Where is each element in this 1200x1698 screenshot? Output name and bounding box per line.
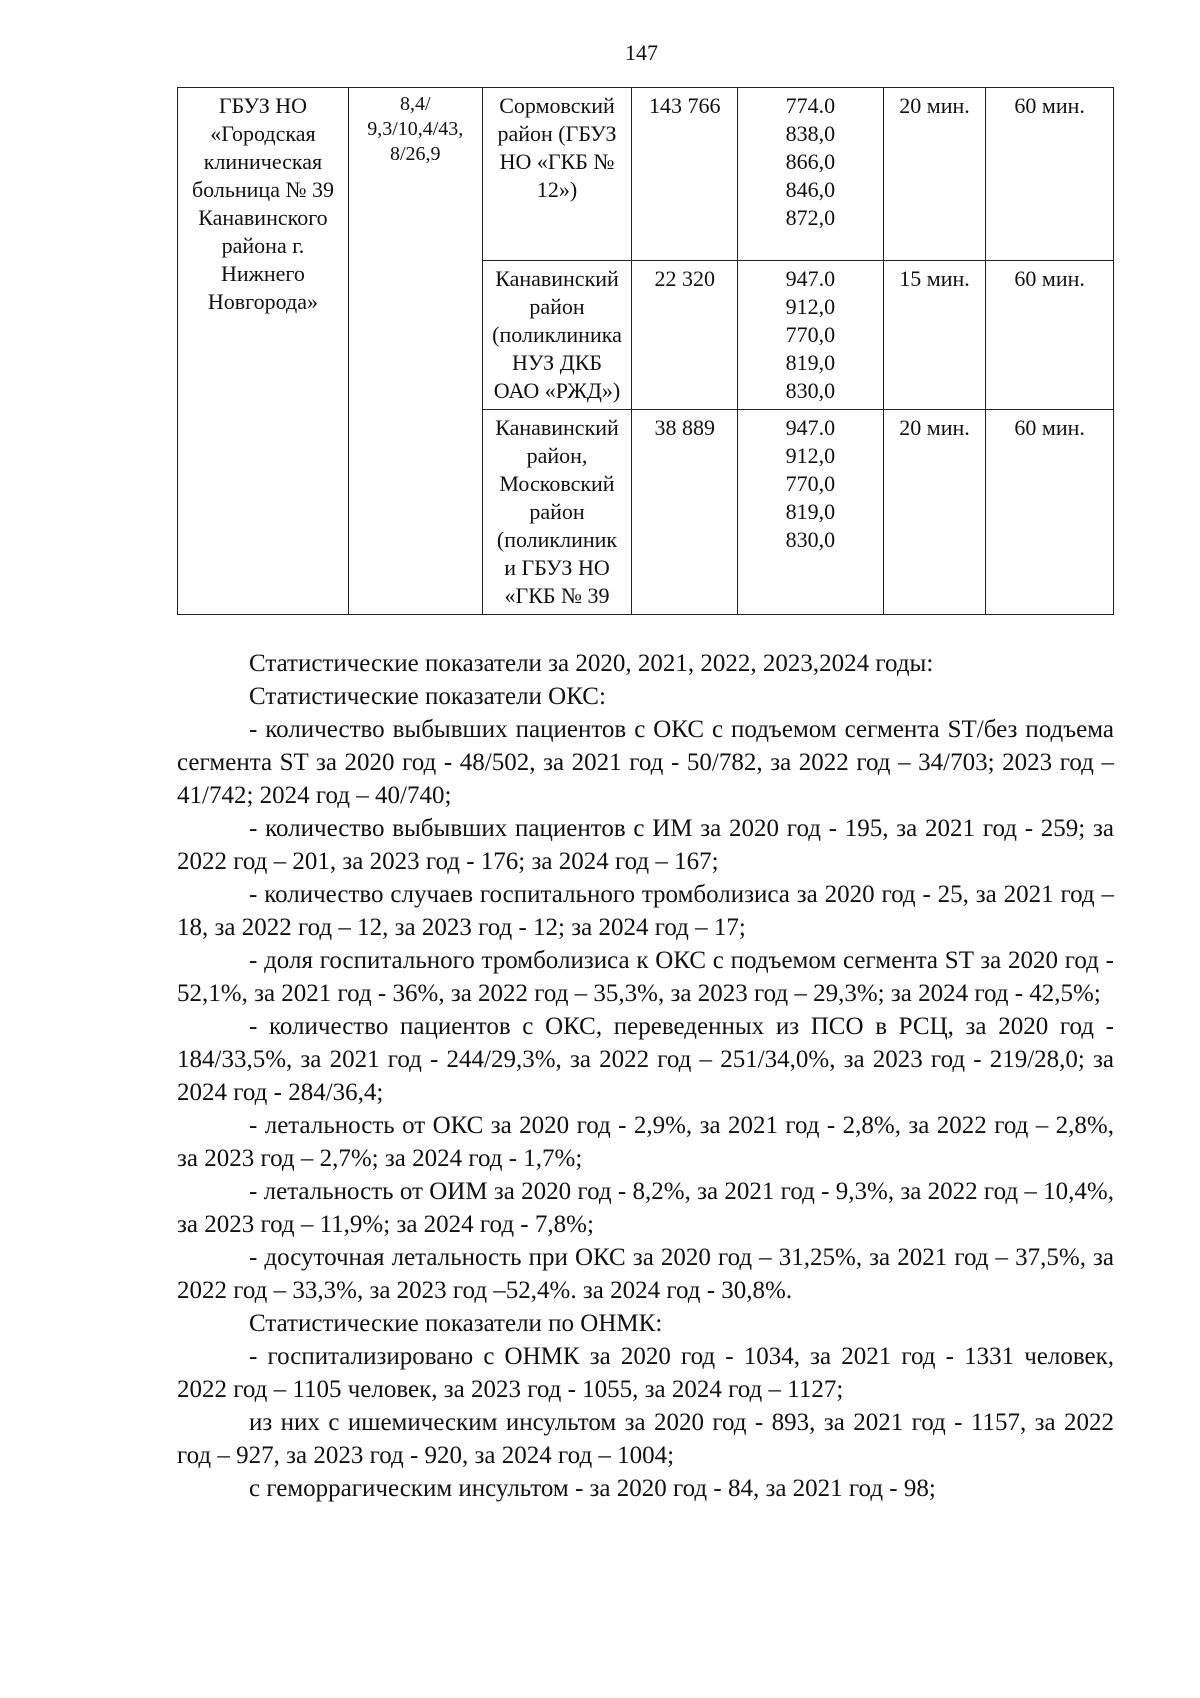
value-line: 872,0 <box>785 205 836 230</box>
district-cell <box>482 88 632 261</box>
district-line: ОАО «РЖД») <box>493 378 621 403</box>
paragraph: - доля госпитального тромболизиса к ОКС с подъемом сегмента ST за 2020 год - 52,1%, за 2021 год - 36%, за 2022 год – 35,3%, за 2023 год – 29,3%; за 2024 год - 42,5%; <box>177 947 1114 1007</box>
paragraph: с геморрагическим инсультом - за 2020 год - 84, за 2021 год - 98; <box>249 1475 936 1502</box>
district-line: (поликлиник <box>496 527 618 552</box>
institution-line: клиническая <box>203 149 323 174</box>
statistics-text <box>177 647 1114 1505</box>
value-line: 912,0 <box>785 294 836 319</box>
indicator-line: 8,4/ <box>399 93 431 115</box>
value-line: 912,0 <box>785 443 836 468</box>
paragraph: Статистические показатели по ОНМК: <box>249 1310 663 1337</box>
value-line: 866,0 <box>785 149 836 174</box>
district-line: Сормовский <box>499 93 615 118</box>
time1-cell: 15 мин. <box>883 261 986 410</box>
district-line: Московский <box>499 471 615 496</box>
value-line: 819,0 <box>785 350 836 375</box>
value-line: 770,0 <box>785 322 836 347</box>
district-line: район, <box>526 443 588 468</box>
district-cell <box>482 261 632 410</box>
values-cell <box>737 410 883 615</box>
district-line: район <box>529 499 585 524</box>
indicator-line: 9,3/10,4/43, <box>367 118 464 140</box>
institution-line: Канавинского <box>198 205 328 230</box>
value-line: 947.0 <box>785 266 836 291</box>
district-line: НО «ГКБ № <box>499 149 615 174</box>
indicator-line: 8/26,9 <box>389 143 441 165</box>
district-line: район (ГБУЗ <box>497 121 617 146</box>
value-line: 830,0 <box>785 527 836 552</box>
district-line: НУЗ ДКБ <box>512 350 603 375</box>
district-cell <box>482 410 632 615</box>
paragraph: - летальность от ОИМ за 2020 год - 8,2%, за 2021 год - 9,3%, за 2022 год – 10,4%, за 2023 год – 11,9%; за 2024 год - 7,8%; <box>177 1178 1114 1238</box>
district-line: 12») <box>536 177 578 202</box>
population-cell: 38 889 <box>632 410 738 615</box>
time1-cell: 20 мин. <box>883 88 986 261</box>
values-cell <box>737 88 883 261</box>
population-cell: 22 320 <box>632 261 738 410</box>
value-line: 819,0 <box>785 499 836 524</box>
indicator-cell <box>348 88 482 615</box>
paragraph: - количество случаев госпитального тромболизиса за 2020 год - 25, за 2021 год – 18, за 2022 год – 12, за 2023 год - 12; за 2024 год – 17; <box>177 881 1114 941</box>
district-line: Канавинский <box>495 415 619 440</box>
paragraph: - летальность от ОКС за 2020 год - 2,9%, за 2021 год - 2,8%, за 2022 год – 2,8%, за 2023 год – 2,7%; за 2024 год - 1,7%; <box>177 1112 1114 1172</box>
institution-line: Новгорода» <box>207 289 318 314</box>
values-cell <box>737 261 883 410</box>
district-line: (поликлиника <box>492 322 622 347</box>
value-line: 770,0 <box>785 471 836 496</box>
value-line: 838,0 <box>785 121 836 146</box>
value-line: 830,0 <box>785 378 836 403</box>
paragraph: - госпитализировано с ОНМК за 2020 год - 1034, за 2021 год - 1331 человек, 2022 год – 1105 человек, за 2023 год - 1055, за 2024 год – 1127; <box>177 1343 1114 1403</box>
population-cell: 143 766 <box>632 88 738 261</box>
time2-cell: 60 мин. <box>986 261 1114 410</box>
institution-line: района г. <box>221 233 305 258</box>
paragraph: - досуточная летальность при ОКС за 2020 год – 31,25%, за 2021 год – 37,5%, за 2022 год – 33,3%, за 2023 год –52,4%. за 2024 год - 30,8%. <box>177 1244 1114 1304</box>
table-row <box>178 88 1114 261</box>
district-line: и ГБУЗ НО <box>504 555 610 580</box>
paragraph: - количество выбывших пациентов с ИМ за 2020 год - 195, за 2021 год - 259; за 2022 год – 201, за 2023 год - 176; за 2024 год – 167; <box>177 815 1114 875</box>
district-line: «ГКБ № 39 <box>504 583 610 608</box>
value-line: 846,0 <box>785 177 836 202</box>
time2-cell: 60 мин. <box>986 410 1114 615</box>
hospital-table <box>177 87 1114 615</box>
paragraph: Статистические показатели за 2020, 2021, 2022, 2023,2024 годы: <box>249 650 934 677</box>
time2-cell: 60 мин. <box>986 88 1114 261</box>
value-line: 774.0 <box>785 93 836 118</box>
district-line: район <box>529 294 585 319</box>
value-line: 947.0 <box>785 415 836 440</box>
institution-line: Нижнего <box>221 261 305 286</box>
institution-line: «Городская <box>210 121 316 146</box>
paragraph: - количество выбывших пациентов с ОКС с подъемом сегмента ST/без подъема сегмента ST за 2020 год - 48/502, за 2021 год - 50/782, за 2022 год – 34/703; 2023 год – 41/742; 2024 год – 40/740; <box>177 716 1114 809</box>
page-number: 147 <box>625 40 658 65</box>
paragraph: Статистические показатели ОКС: <box>249 683 606 710</box>
institution-cell <box>178 88 349 615</box>
time1-cell: 20 мин. <box>883 410 986 615</box>
district-line: Канавинский <box>495 266 619 291</box>
institution-line: ГБУЗ НО <box>218 93 308 118</box>
paragraph: из них с ишемическим инсультом за 2020 год - 893, за 2021 год - 1157, за 2022 год – 927, за 2023 год - 920, за 2024 год – 1004; <box>177 1409 1114 1469</box>
paragraph: - количество пациентов с ОКС, переведенных из ПСО в РСЦ, за 2020 год - 184/33,5%, за 2021 год - 244/29,3%, за 2022 год – 251/34,0%, за 2023 год - 219/28,0; за 2024 год - 284/36,4; <box>177 1013 1114 1106</box>
institution-line: больница № 39 <box>191 177 334 202</box>
